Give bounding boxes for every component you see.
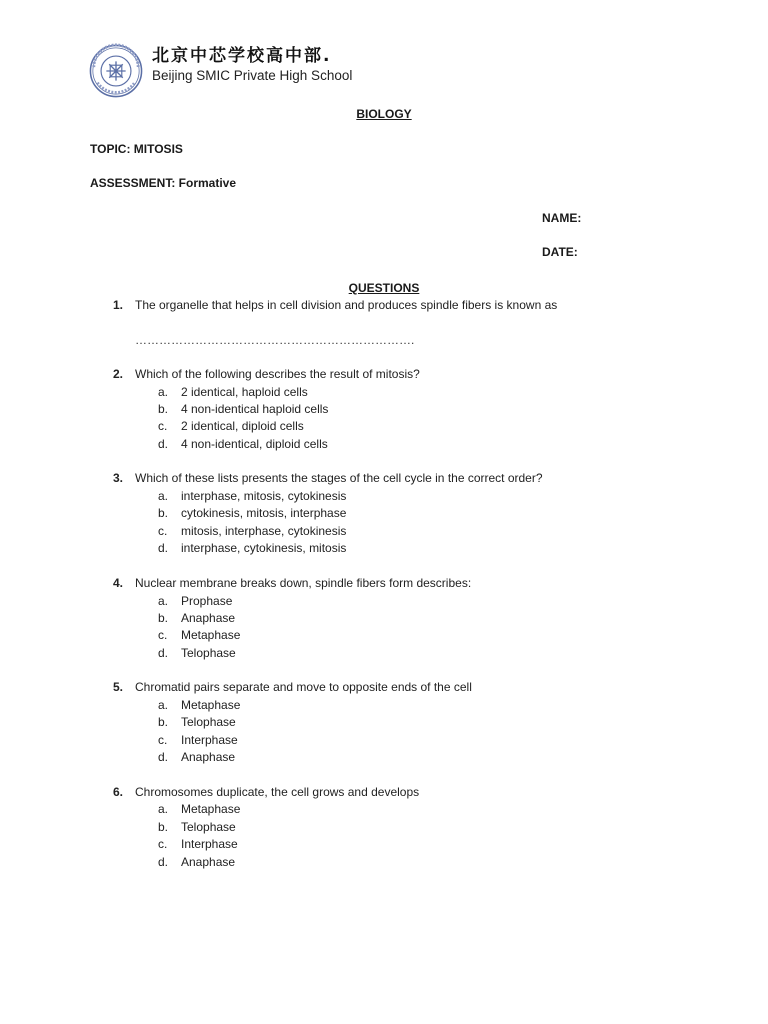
school-seal-logo [89,43,143,99]
name-field-label: NAME: [542,211,582,225]
option-text: interphase, cytokinesis, mitosis [181,541,347,555]
subject-heading: BIOLOGY [356,107,412,121]
option-letter: c. [158,837,168,851]
option-text: 4 non-identical, diploid cells [181,437,328,451]
question-number: 3. [113,471,124,485]
option-text: Telophase [181,820,236,834]
option-letter: a. [158,802,169,816]
topic-label: TOPIC: MITOSIS [90,142,183,156]
option-letter: a. [158,385,169,399]
option-text: 2 identical, haploid cells [181,385,308,399]
option-letter: a. [158,594,169,608]
date-field-label: DATE: [542,245,578,259]
option-letter: b. [158,715,169,729]
option-text: 2 identical, diploid cells [181,419,304,433]
option-letter: c. [158,524,168,538]
option-letter: b. [158,402,169,416]
question-text: Chromosomes duplicate, the cell grows and develops [135,785,420,799]
option-letter: b. [158,820,169,834]
option-letter: c. [158,419,168,433]
school-header [89,43,352,99]
option-text: Interphase [181,733,238,747]
option-text: interphase, mitosis, cytokinesis [181,489,347,503]
option-letter: b. [158,506,169,520]
question-text: Chromatid pairs separate and move to opposite ends of the cell [135,680,472,694]
option-letter: a. [158,489,169,503]
option-letter: c. [158,733,168,747]
option-text: Anaphase [181,855,236,869]
assessment-label: ASSESSMENT: Formative [90,176,237,190]
question-number: 6. [113,785,124,799]
option-letter: c. [158,628,168,642]
school-name-chinese: 北京中芯学校高中部. [152,46,332,66]
option-letter: b. [158,611,169,625]
option-text: Interphase [181,837,238,851]
option-letter: d. [158,437,169,451]
option-letter: a. [158,698,169,712]
option-letter: d. [158,855,169,869]
question-text: Which of the following describes the result of mitosis? [135,367,420,381]
option-text: Telophase [181,646,236,660]
option-text: Telophase [181,715,236,729]
question-number: 1. [113,298,124,312]
answer-blank-line: ……………………………………………………………. [135,333,415,347]
option-text: mitosis, interphase, cytokinesis [181,524,347,538]
option-text: cytokinesis, mitosis, interphase [181,506,347,520]
option-text: Metaphase [181,628,241,642]
question-number: 5. [113,680,124,694]
option-letter: d. [158,541,169,555]
option-letter: d. [158,750,169,764]
question-text: The organelle that helps in cell division and produces spindle fibers is known as [135,298,558,312]
question-number: 2. [113,367,124,381]
option-text: Anaphase [181,750,236,764]
option-text: Prophase [181,594,233,608]
option-text: Metaphase [181,802,241,816]
option-letter: d. [158,646,169,660]
question-text: Which of these lists presents the stages of the cell cycle in the correct order? [135,471,543,485]
question-text: Nuclear membrane breaks down, spindle fibers form describes: [135,576,472,590]
question-number: 4. [113,576,124,590]
option-text: Anaphase [181,611,236,625]
option-text: 4 non-identical haploid cells [181,402,329,416]
school-name-english: Beijing SMIC Private High School [152,68,353,83]
questions-heading: QUESTIONS [348,281,420,295]
option-text: Metaphase [181,698,241,712]
